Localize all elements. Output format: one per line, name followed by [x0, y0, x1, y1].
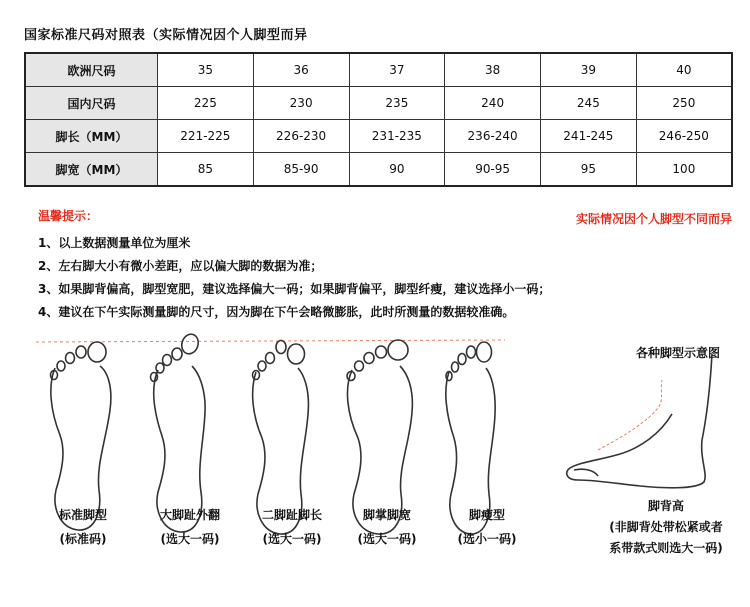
table-row — [25, 87, 732, 120]
table-cell: 241-245 — [541, 120, 637, 153]
table-cell: 235 — [349, 87, 445, 120]
table-cell: 39 — [541, 53, 637, 87]
tip-item: 2、左右脚大小有微小差距，应以偏大脚的数据为准； — [38, 259, 323, 273]
table-cell: 35 — [158, 53, 254, 87]
table-cell: 95 — [541, 153, 637, 187]
table-cell: 225 — [158, 87, 254, 120]
table-row — [25, 153, 732, 187]
tip-item: 4、建议在下午实际测量脚的尺寸，因为脚在下午会略微膨胀，此时所测量的数据较准确。 — [38, 305, 515, 319]
table-row — [25, 120, 732, 153]
foot-advice: (选小一码) — [457, 532, 517, 546]
tip-item: 1、以上数据测量单位为厘米 — [38, 236, 191, 250]
table-cell: 231-235 — [349, 120, 445, 153]
foot-name: 大脚趾外翻 — [159, 508, 220, 522]
table-cell: 240 — [445, 87, 541, 120]
row-label: 国内尺码 — [25, 87, 158, 120]
foot-name: 脚瘦型 — [468, 508, 505, 522]
foot-advice: (非脚背处带松紧或者 — [609, 520, 723, 534]
foot-high-instep-icon — [567, 354, 712, 488]
table-cell: 100 — [636, 153, 732, 187]
tips-list — [38, 232, 550, 324]
size-chart-table — [24, 52, 733, 187]
foot-caption — [342, 503, 432, 551]
table-cell: 37 — [349, 53, 445, 87]
foot-standard-icon — [51, 342, 111, 530]
foot-name: 脚背高 — [647, 499, 684, 513]
foot-caption — [140, 503, 240, 551]
table-cell: 245 — [541, 87, 637, 120]
toe-guide-line — [36, 340, 505, 342]
table-row — [25, 53, 732, 87]
table-cell: 221-225 — [158, 120, 254, 153]
foot-advice: (选大一码) — [262, 532, 322, 546]
table-cell: 40 — [636, 53, 732, 87]
row-label: 脚长（MM） — [25, 120, 158, 153]
instep-guide-line — [598, 380, 662, 450]
table-cell: 226-230 — [253, 120, 349, 153]
table-cell: 38 — [445, 53, 541, 87]
table-cell: 90-95 — [445, 153, 541, 187]
table-cell: 90 — [349, 153, 445, 187]
table-cell: 85-90 — [253, 153, 349, 187]
foot-advice: (选大一码) — [160, 532, 220, 546]
foot-advice: 系带款式则选大一码) — [609, 541, 723, 555]
table-cell: 36 — [253, 53, 349, 87]
foot-name: 二脚趾脚长 — [261, 508, 322, 522]
table-cell: 236-240 — [445, 120, 541, 153]
foot-advice: (标准码) — [59, 532, 107, 546]
page-title: 国家标准尺码对照表（实际情况因个人脚型而异 — [24, 28, 308, 43]
foot-caption — [444, 503, 530, 551]
table-cell: 246-250 — [636, 120, 732, 153]
foot-types-diagram-title: 各种脚型示意图 — [636, 346, 721, 360]
row-label: 脚宽（MM） — [25, 153, 158, 187]
foot-caption — [42, 503, 124, 551]
foot-advice: (选大一码) — [357, 532, 417, 546]
high-instep-caption — [586, 496, 746, 559]
tips-title: 温馨提示： — [38, 209, 99, 223]
foot-name: 标准脚型 — [58, 508, 107, 522]
table-cell: 230 — [253, 87, 349, 120]
foot-caption — [242, 503, 342, 551]
foot-name: 脚掌脚宽 — [362, 508, 411, 522]
red-note: 实际情况因个人脚型不同而异 — [575, 212, 732, 226]
tip-item: 3、如果脚背偏高，脚型宽肥，建议选择偏大一码；如果脚背偏平，脚型纤瘦，建议选择小一码； — [38, 282, 551, 296]
table-cell: 85 — [158, 153, 254, 187]
foot-types-illustration — [0, 330, 750, 607]
row-label: 欧洲尺码 — [25, 53, 158, 87]
table-cell: 250 — [636, 87, 732, 120]
